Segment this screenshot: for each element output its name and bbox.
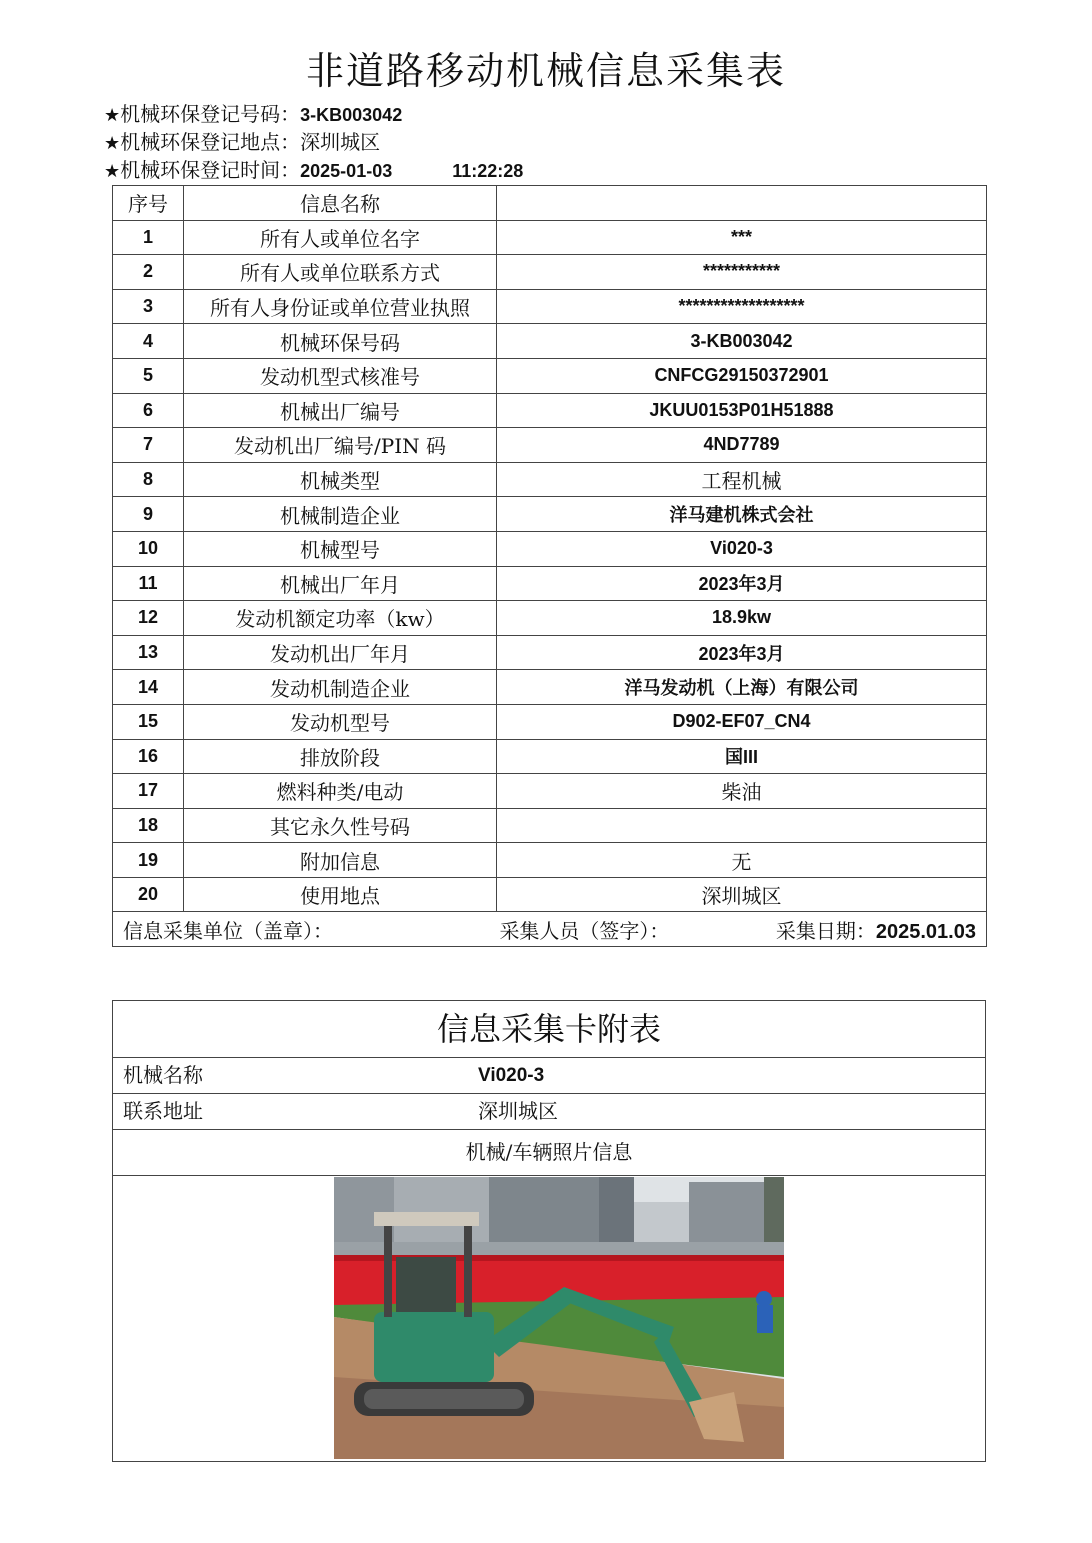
table-row xyxy=(113,289,987,324)
row-value: Vi020-3 xyxy=(497,531,987,566)
reg-time-label: 机械环保登记时间： xyxy=(120,158,301,182)
row-label: 所有人身份证或单位营业执照 xyxy=(184,289,497,324)
row-number: 6 xyxy=(113,393,184,428)
page-title: 非道路移动机械信息采集表 xyxy=(305,49,786,93)
row-label: 机械类型 xyxy=(184,462,497,497)
row-number: 20 xyxy=(113,877,184,912)
row-value: 洋马发动机（上海）有限公司 xyxy=(497,670,987,705)
row-value: 洋马建机株式会社 xyxy=(497,497,987,532)
table-footer xyxy=(113,912,987,947)
col-header-name: 信息名称 xyxy=(184,186,497,221)
row-value: 工程机械 xyxy=(497,462,987,497)
row-label: 其它永久性号码 xyxy=(184,808,497,843)
row-label: 燃料种类/电动 xyxy=(184,774,497,809)
row-label: 所有人或单位名字 xyxy=(184,220,497,255)
row-number: 10 xyxy=(113,531,184,566)
table-row xyxy=(113,704,987,739)
annex-card xyxy=(112,1000,986,1462)
table-row xyxy=(113,462,987,497)
collection-date-value: 2025.01.03 xyxy=(875,920,976,943)
row-value: 国III xyxy=(497,739,987,774)
row-number: 3 xyxy=(113,289,184,324)
table-row xyxy=(113,566,987,601)
collection-unit-label: 信息采集单位（盖章）： xyxy=(123,918,333,943)
collection-date-label: 采集日期： xyxy=(775,918,876,943)
row-value: 深圳城区 xyxy=(497,877,987,912)
table-row xyxy=(113,531,987,566)
table-row xyxy=(113,877,987,912)
row-label: 所有人或单位联系方式 xyxy=(184,255,497,290)
table-row xyxy=(113,601,987,636)
table-row xyxy=(113,635,987,670)
machine-name-value: Vi020-3 xyxy=(478,1065,545,1086)
row-label: 排放阶段 xyxy=(184,739,497,774)
row-label: 附加信息 xyxy=(184,843,497,878)
table-row xyxy=(113,255,987,290)
row-label: 使用地点 xyxy=(184,877,497,912)
row-value: 2023年3月 xyxy=(497,635,987,670)
table-row xyxy=(113,324,987,359)
table-row xyxy=(113,497,987,532)
machine-name-label: 机械名称 xyxy=(123,1063,203,1087)
row-value xyxy=(497,808,987,843)
excavator-photo xyxy=(334,1177,784,1459)
row-number: 19 xyxy=(113,843,184,878)
row-number: 16 xyxy=(113,739,184,774)
row-number: 5 xyxy=(113,358,184,393)
row-value: 4ND7789 xyxy=(497,428,987,463)
collector-label: 采集人员（签字）： xyxy=(499,918,670,943)
table-row xyxy=(113,739,987,774)
row-value: CNFCG29150372901 xyxy=(497,358,987,393)
reg-clock-value: 11:22:28 xyxy=(452,161,524,181)
row-value: 无 xyxy=(497,843,987,878)
row-number: 7 xyxy=(113,428,184,463)
row-label: 机械型号 xyxy=(184,531,497,566)
photo-header: 机械/车辆照片信息 xyxy=(113,1130,985,1176)
row-number: 18 xyxy=(113,808,184,843)
machine-name-row xyxy=(113,1058,985,1094)
reg-place-line xyxy=(104,128,380,158)
row-label: 发动机额定功率（kw） xyxy=(184,601,497,636)
row-label: 发动机制造企业 xyxy=(184,670,497,705)
row-value: ****************** xyxy=(497,289,987,324)
star-icon: ★ xyxy=(104,133,121,154)
table-footer-row xyxy=(113,912,987,947)
table-row xyxy=(113,670,987,705)
row-number: 1 xyxy=(113,220,184,255)
star-icon: ★ xyxy=(104,105,121,126)
address-value: 深圳城区 xyxy=(478,1099,558,1123)
row-number: 17 xyxy=(113,774,184,809)
table-row xyxy=(113,220,987,255)
row-number: 8 xyxy=(113,462,184,497)
table-row xyxy=(113,358,987,393)
info-table xyxy=(112,185,987,947)
reg-date-value: 2025-01-03 xyxy=(300,161,393,181)
table-row xyxy=(113,393,987,428)
row-label: 发动机出厂编号/PIN 码 xyxy=(184,428,497,463)
row-label: 发动机型号 xyxy=(184,704,497,739)
table-row xyxy=(113,428,987,463)
row-value: *********** xyxy=(497,255,987,290)
table-row xyxy=(113,774,987,809)
excavator-photo-illustration xyxy=(334,1177,784,1459)
row-label: 发动机出厂年月 xyxy=(184,635,497,670)
reg-number-value: 3-KB003042 xyxy=(300,105,403,125)
reg-number-line xyxy=(104,100,402,130)
col-header-no: 序号 xyxy=(113,186,184,221)
row-label: 机械出厂编号 xyxy=(184,393,497,428)
row-number: 12 xyxy=(113,601,184,636)
row-value: *** xyxy=(497,220,987,255)
star-icon: ★ xyxy=(104,161,121,182)
reg-place-value: 深圳城区 xyxy=(300,130,381,154)
row-number: 4 xyxy=(113,324,184,359)
row-value: D902-EF07_CN4 xyxy=(497,704,987,739)
annex-title: 信息采集卡附表 xyxy=(113,1001,985,1058)
reg-place-label: 机械环保登记地点： xyxy=(120,130,301,154)
row-label: 机械制造企业 xyxy=(184,497,497,532)
row-label: 发动机型式核准号 xyxy=(184,358,497,393)
row-number: 15 xyxy=(113,704,184,739)
collection-date xyxy=(776,915,976,944)
row-label: 机械出厂年月 xyxy=(184,566,497,601)
row-number: 2 xyxy=(113,255,184,290)
address-row xyxy=(113,1094,985,1130)
row-number: 14 xyxy=(113,670,184,705)
row-value: 柴油 xyxy=(497,774,987,809)
table-row xyxy=(113,808,987,843)
row-label: 机械环保号码 xyxy=(184,324,497,359)
col-header-value xyxy=(497,186,987,221)
row-number: 11 xyxy=(113,566,184,601)
table-header-row xyxy=(113,186,987,221)
row-value: 2023年3月 xyxy=(497,566,987,601)
row-value: 18.9kw xyxy=(497,601,987,636)
row-value: JKUU0153P01H51888 xyxy=(497,393,987,428)
reg-number-label: 机械环保登记号码： xyxy=(120,102,301,126)
reg-time-line xyxy=(104,156,523,186)
table-row xyxy=(113,843,987,878)
row-number: 13 xyxy=(113,635,184,670)
address-label: 联系地址 xyxy=(123,1099,203,1123)
row-number: 9 xyxy=(113,497,184,532)
row-value: 3-KB003042 xyxy=(497,324,987,359)
